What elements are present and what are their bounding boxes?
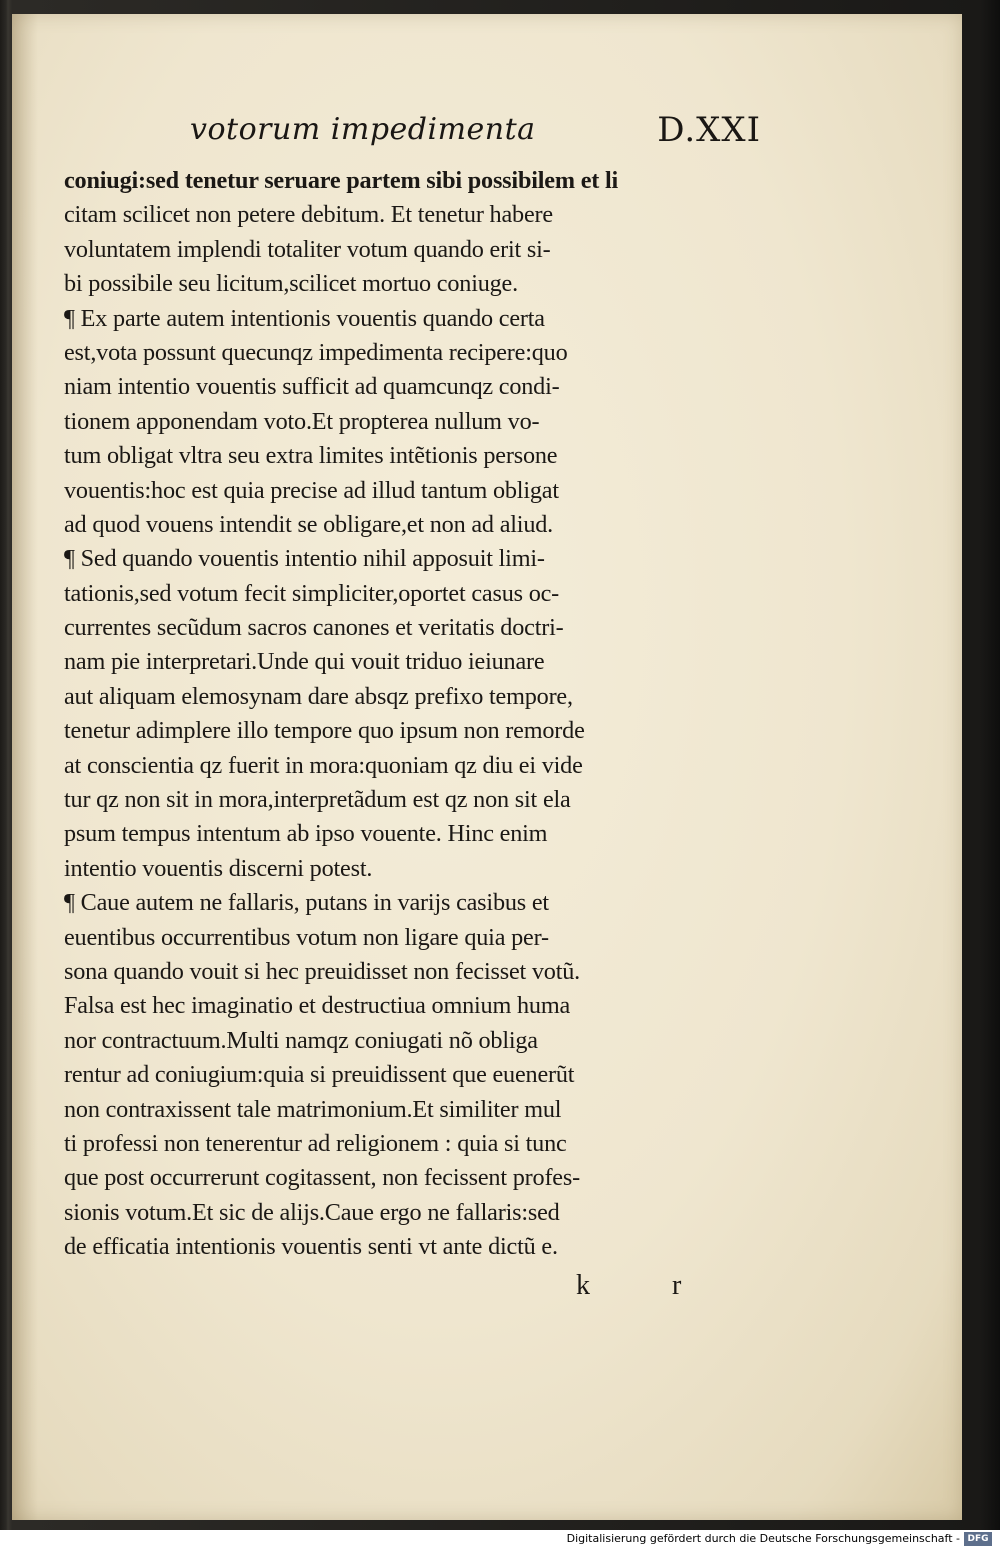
text-line: ¶ Sed quando vouentis intentio nihil apposuit limi- — [64, 545, 545, 573]
page-header — [176, 112, 761, 154]
text-line: tum obligat vltra seu extra limites intẽtionis persone — [64, 442, 558, 470]
text-line: bi possibile seu licitum,scilicet mortuo coniuge. — [64, 270, 518, 298]
text-line: voluntatem implendi totaliter votum quando erit si- — [64, 235, 551, 263]
text-line: intentio vouentis discerni potest. — [64, 854, 373, 882]
text-line: ad quod vouens intendit se obligare,et non ad aliud. — [64, 510, 554, 538]
text-line: citam scilicet non petere debitum. Et tenetur habere — [64, 201, 553, 229]
body-text — [64, 164, 764, 1265]
text-line: de efficatia intentionis vouentis senti vt ante dictũ e. — [64, 1233, 558, 1261]
text-line: tionem apponendam voto.Et propterea nullum vo- — [64, 407, 540, 435]
funding-credit: Digitalisierung gefördert durch die Deutsche Forschungsgemeinschaft - — [566, 1532, 960, 1545]
text-line: tenetur adimplere illo tempore quo ipsum non remorde — [64, 717, 585, 745]
catchword-mark: r — [672, 1270, 682, 1301]
footer-bar — [0, 1530, 1000, 1549]
text-line: euentibus occurrentibus votum non ligare quia per- — [64, 923, 549, 951]
text-line: nor contractuum.Multi namqz coniugati nõ obliga — [64, 1026, 538, 1054]
text-line: at conscientia qz fuerit in mora:quoniam qz diu ei vide — [64, 751, 583, 779]
dfg-logo: DFG — [964, 1532, 992, 1546]
text-line: Falsa est hec imaginatio et destructiua omnium huma — [64, 992, 571, 1020]
running-title: votorum impedimenta — [190, 112, 536, 147]
text-line: tationis,sed votum fecit simpliciter,oportet casus oc- — [64, 579, 560, 607]
folio-number: D.XXI — [657, 110, 761, 150]
text-line: que post occurrerunt cogitassent, non fecissent profes- — [64, 1164, 580, 1192]
text-line: rentur ad coniugium:quia si preuidissent que euenerũt — [64, 1061, 575, 1089]
text-line: ¶ Caue autem ne fallaris, putans in varijs casibus et — [64, 889, 549, 917]
text-line: ¶ Ex parte autem intentionis vouentis quando certa — [64, 304, 545, 332]
text-line: sona quando vouit si hec preuidisset non fecisset votũ. — [64, 957, 581, 985]
text-line: est,vota possunt quecunqz impedimenta recipere:quo — [64, 338, 568, 366]
text-line: coniugi:sed tenetur seruare partem sibi possibilem et li — [64, 167, 619, 194]
text-line: niam intentio vouentis sufficit ad quamcunqz condi- — [64, 373, 560, 401]
text-line: currentes secũdum sacros canones et veritatis doctri- — [64, 614, 564, 642]
text-line: sionis votum.Et sic de alijs.Caue ergo ne fallaris:sed — [64, 1198, 560, 1226]
text-line: tur qz non sit in mora,interpretãdum est qz non sit ela — [64, 786, 571, 814]
text-line: ti professi non tenerentur ad religionem : quia si tunc — [64, 1129, 567, 1157]
signature-mark: k — [576, 1270, 590, 1301]
text-line: nam pie interpretari.Unde qui vouit triduo ieiunare — [64, 648, 545, 676]
text-line: vouentis:hoc est quia precise ad illud tantum obligat — [64, 476, 559, 504]
text-line: non contraxissent tale matrimonium.Et similiter mul — [64, 1095, 562, 1123]
text-line: psum tempus intentum ab ipso vouente. Hinc enim — [64, 820, 548, 848]
text-line: aut aliquam elemosynam dare absqz prefixo tempore, — [64, 682, 573, 710]
